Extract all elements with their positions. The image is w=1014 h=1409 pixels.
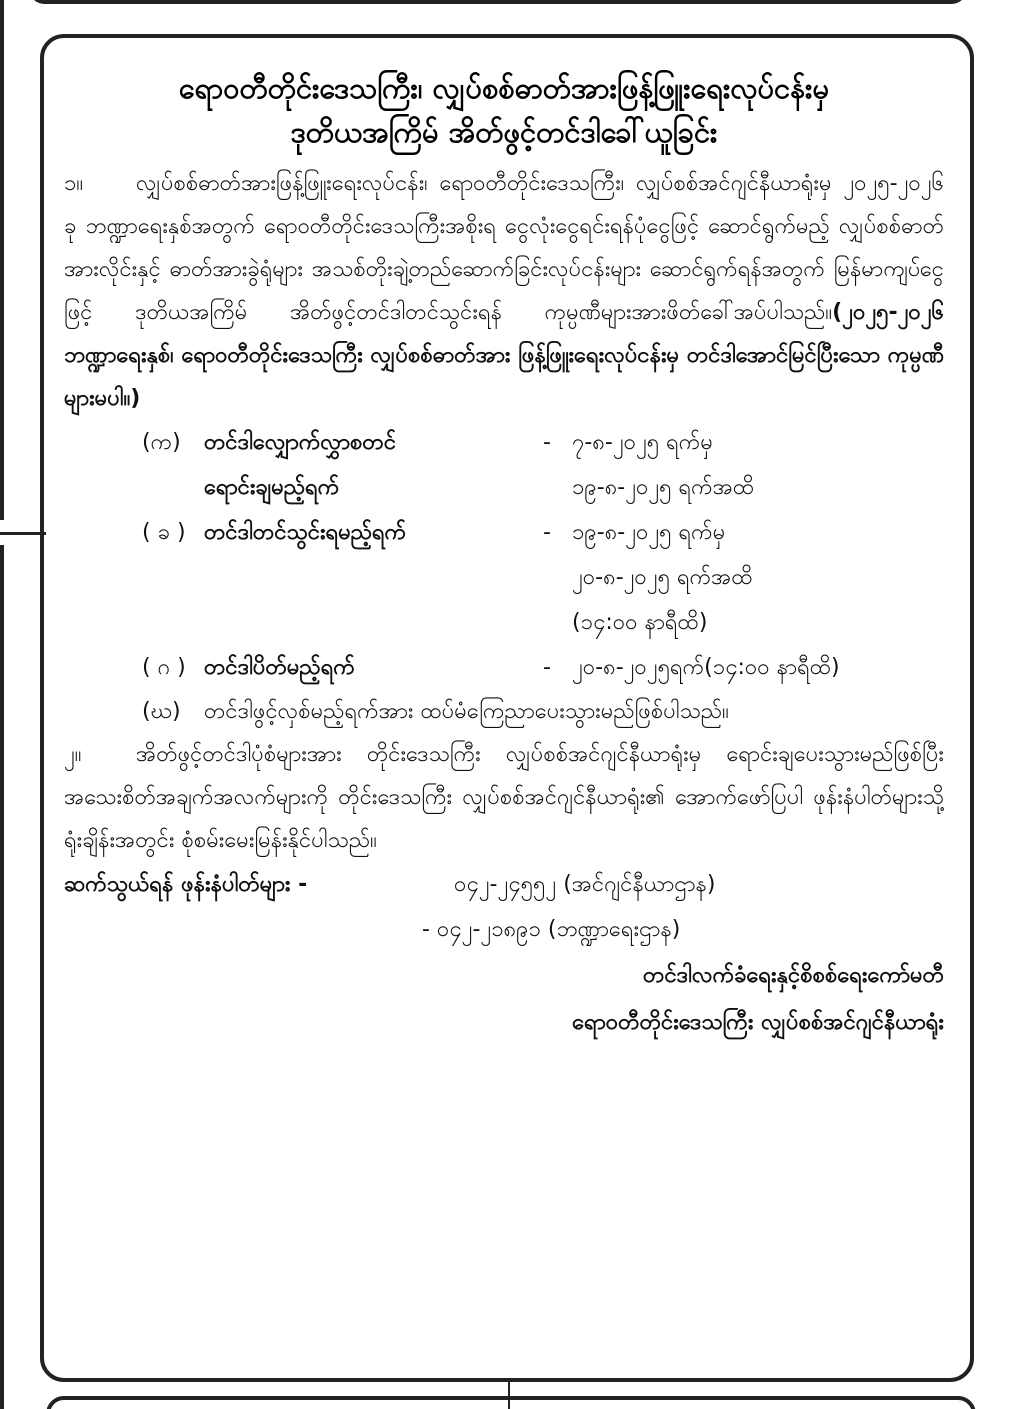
paragraph-1 <box>64 162 944 420</box>
schedule-table <box>64 420 944 690</box>
paragraph-2-text: အိတ်ဖွင့်တင်ဒါပုံစံများအား တိုင်းဒေသကြီး လျှပ်စစ်အင်ဂျင်နီယာရုံးမှ ရောင်းချပေးသွားမည်ဖြစ်ပြီး အသေးစိတ်အချက်အလက်များကို တိုင်းဒေသကြီး လျှပ်စစ်အင်ဂျင်နီယာရုံး၏ အောက်ဖော်ပြပါ ဖုန်းနံပါတ်များသို့ ရုံးချိန်းအတွင်း စုံစမ်းမေးမြန်းနိုင်ပါသည်။ <box>64 742 944 853</box>
item-d-text: တင်ဒါဖွင့်လှစ်မည့်ရက်အား ထပ်မံကြေညာပေးသွားမည်ဖြစ်ပါသည်။ <box>204 699 729 724</box>
schedule-dash: - <box>543 655 551 680</box>
schedule-value-line: (၁၄:၀၀ နာရီထိ) <box>572 610 708 635</box>
contact-label: ဆက်သွယ်ရန် ဖုန်းနံပါတ်များ - <box>64 872 308 897</box>
schedule-value <box>572 510 944 645</box>
schedule-value <box>572 645 944 690</box>
item-d-letter: (ဃ) <box>142 699 181 724</box>
adjacent-notice-frame-top <box>28 0 968 4</box>
schedule-dash: - <box>543 520 551 545</box>
signature-block <box>64 952 944 1046</box>
column-rule-left-bottom <box>0 545 4 1409</box>
schedule-label-line: တင်ဒါလျှောက်လွှာစတင် <box>204 430 397 455</box>
schedule-dash: - <box>543 430 551 455</box>
paragraph-2-number: ၂။ <box>64 742 82 767</box>
notice-title <box>64 66 944 154</box>
schedule-value-line: ၇-၈-၂၀၂၅ ရက်မှ <box>572 430 713 455</box>
column-rule-left-top <box>0 0 4 520</box>
notice-title-line1: ရောဝတီတိုင်းဒေသကြီး၊ လျှပ်စစ်ဓာတ်အားဖြန့်ဖြူးရေးလုပ်ငန်းမှ <box>178 71 830 105</box>
schedule-value-line: ၂၀-၈-၂၀၂၅ ရက်အထိ <box>572 565 753 590</box>
paragraph-1-text: လျှပ်စစ်ဓာတ်အားဖြန့်ဖြူးရေးလုပ်ငန်း၊ ရောဝတီတိုင်းဒေသကြီး၊ လျှပ်စစ်အင်ဂျင်နီယာရုံးမှ ၂၀၂၅-၂၀၂၆ ခု ဘဏ္ဍာရေးနှစ်အတွက် ရောဝတီတိုင်းဒေသကြီးအစိုးရ ငွေလုံးငွေရင်းရန်ပုံငွေဖြင့် ဆောင်ရွက်မည့် လျှပ်စစ်ဓာတ်အားလိုင်းနှင့် ဓာတ်အားခွဲရုံများ အသစ်တိုးချဲ့တည်ဆောက်ခြင်းလုပ်ငန်းများ ဆောင်ရွက်ရန်အတွက် မြန်မာကျပ်ငွေဖြင့် ဒုတိယအကြိမ် အိတ်ဖွင့်တင်ဒါတင်သွင်းရန် ကုမ္ပဏီများအားဖိတ်ခေါ်အပ်ပါသည်။ <box>64 171 944 325</box>
schedule-letter: (က) <box>142 430 181 455</box>
schedule-label-line: တင်ဒါတင်သွင်းရမည့်ရက် <box>204 520 407 545</box>
notice-title-line2: ဒုတိယအကြိမ် အိတ်ဖွင့်တင်ဒါခေါ်ယူခြင်း <box>290 115 718 149</box>
contact-phone-engineering: ၀၄၂-၂၄၅၅၂ (အင်ဂျင်နီယာဌာန) <box>454 872 716 897</box>
paragraph-2 <box>64 733 944 862</box>
schedule-label-line: ရောင်းချမည့်ရက် <box>204 475 340 500</box>
schedule-value-line: ၁၉-၈-၂၀၂၅ ရက်မှ <box>572 520 726 545</box>
schedule-value <box>572 420 944 510</box>
contact-phone-finance: - ၀၄၂-၂၁၈၉၁ (ဘဏ္ဍာရေးဌာန) <box>422 917 681 942</box>
item-d <box>64 690 944 733</box>
schedule-label <box>204 420 522 510</box>
schedule-value-line: ၁၉-၈-၂၀၂၅ ရက်အထိ <box>572 475 755 500</box>
schedule-label-line: တင်ဒါပိတ်မည့်ရက် <box>204 655 355 680</box>
tender-notice <box>40 34 974 1382</box>
schedule-value-line: ၂၀-၈-၂၀၂၅ရက်(၁၄:၀၀ နာရီထိ) <box>572 655 840 680</box>
paragraph-1-exclusion: (၂၀၂၅-၂၀၂၆ ဘဏ္ဍာရေးနှစ်၊ ရောဝတီတိုင်းဒေသကြီး လျှပ်စစ်ဓာတ်အား ဖြန့်ဖြူးရေးလုပ်ငန်းမှ တင်ဒါအောင်မြင်ပြီးသော ကုမ္ပဏီများမပါ။) <box>64 300 944 411</box>
schedule-letter: ( ခ ) <box>142 520 186 545</box>
adjacent-notice-frame-bottom <box>46 1396 976 1409</box>
schedule-letter: ( ဂ ) <box>142 655 186 680</box>
schedule-label <box>204 645 522 690</box>
contact-block <box>64 862 944 952</box>
signature-committee: တင်ဒါလက်ခံရေးနှင့်စိစစ်ရေးကော်မတီ <box>643 963 944 988</box>
signature-office: ရောဝတီတိုင်းဒေသကြီး လျှပ်စစ်အင်ဂျင်နီယာရုံး <box>572 1010 944 1035</box>
schedule-label <box>204 510 522 645</box>
paragraph-1-number: ၁။ <box>64 171 84 196</box>
